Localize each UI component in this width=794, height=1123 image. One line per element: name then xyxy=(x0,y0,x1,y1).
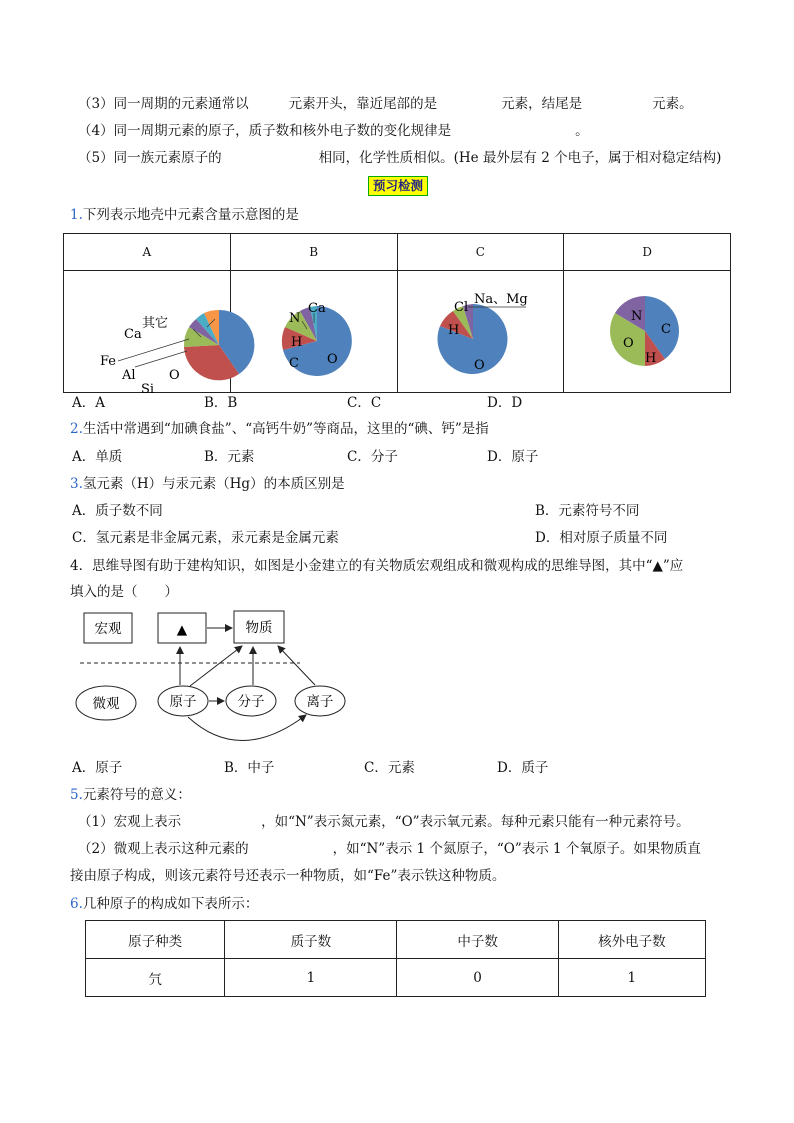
q6-table xyxy=(85,920,706,997)
pie-chart-d xyxy=(565,271,729,389)
q3-option-b[interactable]: B．元素符号不同 xyxy=(535,503,640,519)
question-text: 元素符号的意义： xyxy=(82,787,191,803)
label-n: N xyxy=(631,309,643,324)
question-text: 思维导图有助于建构知识，如图是小金建立的有关物质宏观组成和微观构成的思维导图，其中“▲”应 xyxy=(92,558,684,574)
text: 。 xyxy=(575,123,589,139)
pie-chart-c xyxy=(398,271,562,389)
question-text: 下列表示地壳中元素含量示意图的是 xyxy=(82,207,299,223)
prior-line-4 xyxy=(78,122,589,140)
header-a: A xyxy=(64,234,231,271)
prior-line-5 xyxy=(78,149,721,167)
q2-option-c[interactable]: C．分子 xyxy=(347,449,398,465)
q5-line1 xyxy=(78,813,690,831)
label-h: H xyxy=(448,323,460,338)
header-b: B xyxy=(230,234,397,271)
label-n: N xyxy=(288,311,300,326)
label-cl: Cl xyxy=(454,300,469,315)
text: ，如“N”表示氮元素，“O”表示氧元素。每种元素只能有一种元素符号。 xyxy=(261,814,690,830)
q2-option-a[interactable]: A．单质 xyxy=(72,449,123,465)
label-o: O xyxy=(474,358,486,373)
question-number: 1. xyxy=(70,207,83,223)
atom-label: 原子 xyxy=(169,694,197,710)
label-other: 其它 xyxy=(141,316,168,331)
q3-option-c[interactable]: C．氢元素是非金属元素，汞元素是金属元素 xyxy=(72,530,339,546)
q1-stem xyxy=(70,206,299,224)
q3-option-a[interactable]: A．质子数不同 xyxy=(72,503,163,519)
question-text: 几种原子的构成如下表所示： xyxy=(82,896,259,912)
q6-stem xyxy=(70,895,258,913)
label-na-mg: Na、Mg xyxy=(474,292,529,307)
text: ，如“N”表示 1 个氮原子，“O”表示 1 个氧原子。如果物质直 xyxy=(332,841,701,857)
pie-cell-c xyxy=(397,271,564,393)
question-number: 6. xyxy=(70,896,83,912)
text: 元素开头，靠近尾部的是 xyxy=(288,96,438,112)
label-c: C xyxy=(288,356,299,371)
label-h: H xyxy=(645,351,657,366)
question-text: 氢元素（H）与汞元素（Hg）的本质区别是 xyxy=(82,476,345,492)
q1-option-c[interactable]: C．C xyxy=(347,395,382,411)
text: （1）宏观上表示 xyxy=(78,814,182,830)
triangle-label: ▲ xyxy=(176,622,188,638)
label-ca: Ca xyxy=(123,327,142,342)
pie-chart-b xyxy=(232,271,396,389)
molecule-label: 分子 xyxy=(237,694,265,710)
q4-option-d[interactable]: D．质子 xyxy=(497,760,549,776)
cell-electrons: 1 xyxy=(558,959,705,997)
question-text: 生活中常遇到“加碘食盐”、“高钙牛奶”等商品，这里的“碘、钙”是指 xyxy=(82,421,489,437)
q3-stem xyxy=(70,475,345,493)
q3-option-d[interactable]: D．相对原子质量不同 xyxy=(535,530,668,546)
q2-option-b[interactable]: B．元素 xyxy=(204,449,255,465)
prior-line-3 xyxy=(78,95,693,113)
label-c: C xyxy=(661,322,672,337)
header-electrons: 核外电子数 xyxy=(558,921,705,959)
q4-option-c[interactable]: C．元素 xyxy=(364,760,415,776)
label-fe: Fe xyxy=(99,354,116,369)
q1-option-b[interactable]: B．B xyxy=(204,395,238,411)
text: （2）微观上表示这种元素的 xyxy=(78,841,249,857)
ion-label: 离子 xyxy=(306,694,334,710)
text: 相同，化学性质相似。(He 最外层有 2 个电子，属于相对稳定结构) xyxy=(318,150,722,166)
pie-cell-d xyxy=(564,271,731,393)
question-number: 2. xyxy=(70,421,83,437)
label-o: O xyxy=(326,352,338,367)
question-number: 3. xyxy=(70,476,83,492)
substance-label: 物质 xyxy=(245,620,273,636)
header-neutrons: 中子数 xyxy=(397,921,558,959)
label-o: O xyxy=(168,368,180,383)
macro-label: 宏观 xyxy=(94,621,122,637)
label-al: Al xyxy=(121,368,136,383)
label-o: O xyxy=(623,336,634,351)
q4-option-a[interactable]: A．原子 xyxy=(72,760,123,776)
text: 元素。 xyxy=(652,96,693,112)
mind-map xyxy=(70,605,390,755)
cell-protons: 1 xyxy=(225,959,397,997)
cell-atom-type: 氕 xyxy=(86,959,225,997)
text: 元素，结尾是 xyxy=(501,96,583,112)
q5-line2 xyxy=(78,840,701,858)
header-d: D xyxy=(564,234,731,271)
header-protons: 质子数 xyxy=(225,921,397,959)
cell-neutrons: 0 xyxy=(397,959,558,997)
label-ca: Ca xyxy=(307,301,326,316)
pie-chart-a xyxy=(65,271,229,397)
text: （3）同一周期的元素通常以 xyxy=(78,96,249,112)
text: （5）同一族元素原子的 xyxy=(78,150,222,166)
q4-stem-line2: 填入的是（ ） xyxy=(70,584,178,600)
q2-stem xyxy=(70,420,489,438)
text: （4）同一周期元素的原子，质子数和核外电子数的变化规律是 xyxy=(78,123,452,139)
q5-stem xyxy=(70,786,191,804)
q2-option-d[interactable]: D．原子 xyxy=(487,449,539,465)
q1-option-d[interactable]: D．D xyxy=(487,395,523,411)
question-number: 5. xyxy=(70,787,83,803)
q4-stem-line1 xyxy=(70,557,683,575)
q5-line3: 接由原子构成，则该元素符号还表示一种物质，如“Fe”表示铁这种物质。 xyxy=(70,868,506,884)
q1-option-a[interactable]: A．A xyxy=(72,395,105,411)
preview-check-badge: 预习检测 xyxy=(368,176,428,196)
q1-table xyxy=(63,233,731,397)
table-row xyxy=(86,959,706,997)
micro-label: 微观 xyxy=(92,696,120,712)
question-number: 4． xyxy=(70,558,93,574)
pie-cell-b xyxy=(230,271,397,393)
pie-cell-a xyxy=(64,271,231,397)
label-si: Si xyxy=(140,382,154,397)
header-c: C xyxy=(397,234,564,271)
header-atom-type: 原子种类 xyxy=(86,921,225,959)
q4-option-b[interactable]: B．中子 xyxy=(224,760,275,776)
label-h: H xyxy=(290,335,302,350)
